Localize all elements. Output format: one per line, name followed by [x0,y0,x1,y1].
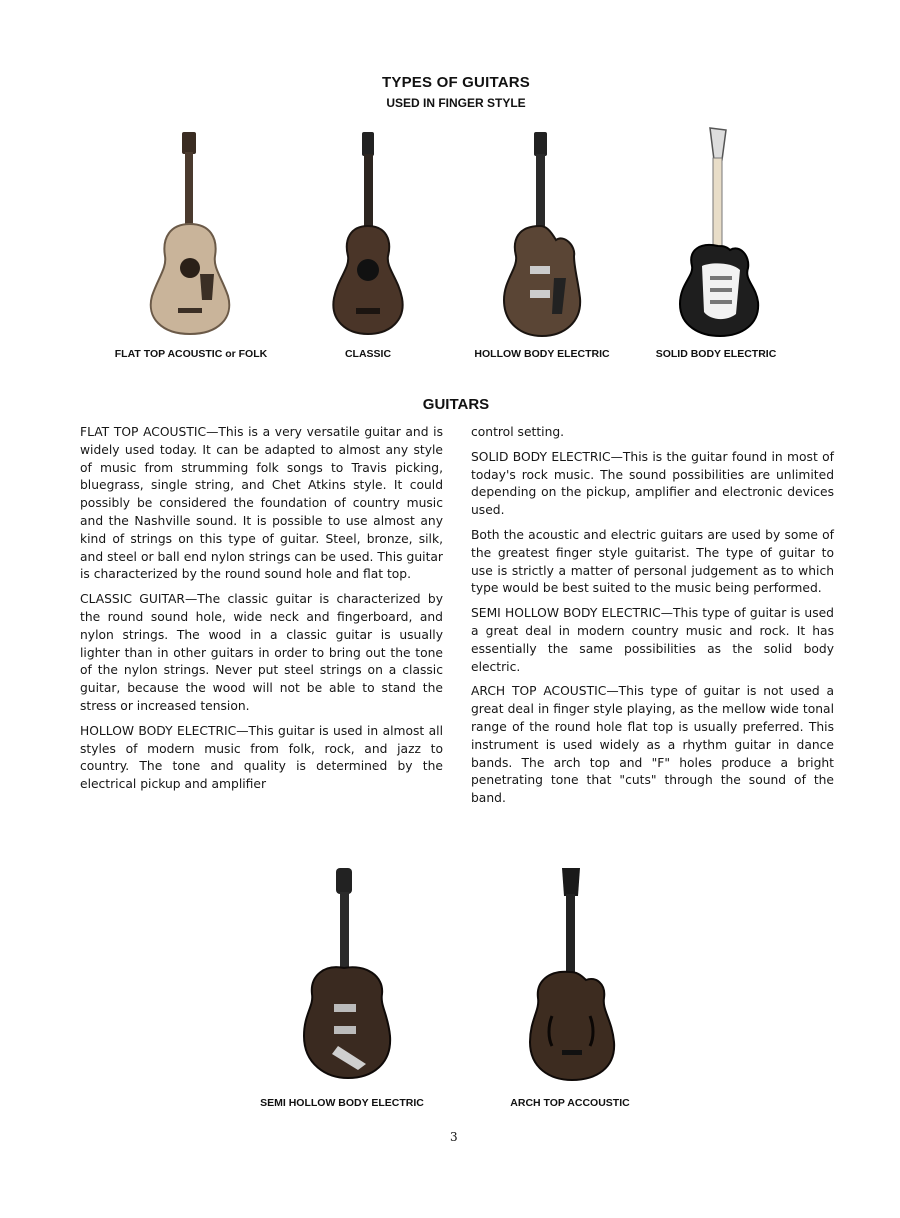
section-heading-guitars: GUITARS [422,396,490,413]
paragraph-classic-guitar: CLASSIC GUITAR—The classic guitar is characterized by the round sound hole, wide neck and fingerboard, and nylon strings. The wood in a classic guitar is usually lighter than in other guitars in order to bring out the tone of the nylon strings. Never put steel strings on a classic guitar, because the wood will not be able to stand the stress or increased tension. [80,592,443,713]
page-subtitle: USED IN FINGER STYLE [386,96,526,110]
semi-hollow-body-electric-guitar-image [296,864,400,1086]
caption-semi-hollow-body-electric: SEMI HOLLOW BODY ELECTRIC [260,1097,424,1109]
page-title: TYPES OF GUITARS [382,74,530,91]
classic-guitar-image [322,128,418,340]
paragraph-semi-hollow-body-electric: SEMI HOLLOW BODY ELECTRIC—This type of guitar is used a great deal in modern country music and rock. It has essentially the same possibilities as the solid body electric. [471,606,834,674]
arch-top-acoustic-guitar-image [522,866,622,1088]
page-number: 3 [450,1130,458,1144]
paragraph-solid-body-electric: SOLID BODY ELECTRIC—This is the guitar found in most of today's rock music. The sound possibilities are unlimited depending on the pickup, amplifier and electronic devices used. [471,449,834,518]
paragraph-flat-top-acoustic: FLAT TOP ACOUSTIC—This is a very versatile guitar and is widely used today. It can be adapted to almost any style of music from strumming folk songs to Travis picking, bluegrass, single string, and Chet Atkins style. It could possibly be considered the foundation of country music and the Nashville sound. It is possible to use almost any kind of strings on this type of guitar. Steel, bronze, silk, and steel or ball end nylon strings can be used. This guitar is characterized by the round sound hole and flat top. [80,425,443,582]
hollow-body-electric-guitar-image [494,128,590,340]
left-text-column [80,424,443,801]
caption-classic: CLASSIC [344,348,392,360]
paragraph-arch-top-acoustic: ARCH TOP ACOUSTIC—This type of guitar is not used a great deal in finger style playing, as the mellow wide tonal range of the round hole flat top is usually preferred. This instrument is used widely as a rhythm guitar in dance bands. The arch top and "F" holes produce a bright penetrating tone that "cuts" through the sound of the band. [471,684,834,806]
paragraph-control-setting: control setting. [471,425,565,439]
right-text-column [471,424,834,815]
caption-hollow-body-electric: HOLLOW BODY ELECTRIC [474,348,610,360]
solid-body-electric-guitar-image [670,126,770,340]
paragraph-hollow-body-electric: HOLLOW BODY ELECTRIC—This guitar is used in almost all styles of modern music from folk, rock, and jazz to country. The tone and quality is determined by the electrical pickup and amplifier [80,723,443,792]
flat-top-acoustic-guitar-image [140,128,244,340]
caption-flat-top-acoustic: FLAT TOP ACOUSTIC or FOLK [114,348,268,360]
caption-arch-top-acoustic: ARCH TOP ACCOUSTIC [510,1097,630,1109]
caption-solid-body-electric: SOLID BODY ELECTRIC [655,348,777,360]
paragraph-acoustic-and-electric: Both the acoustic and electric guitars are used by some of the greatest finger style guitarist. The type of guitar to use is strictly a matter of personal judgement as to which type would be best suited to the music being performed. [471,527,834,596]
